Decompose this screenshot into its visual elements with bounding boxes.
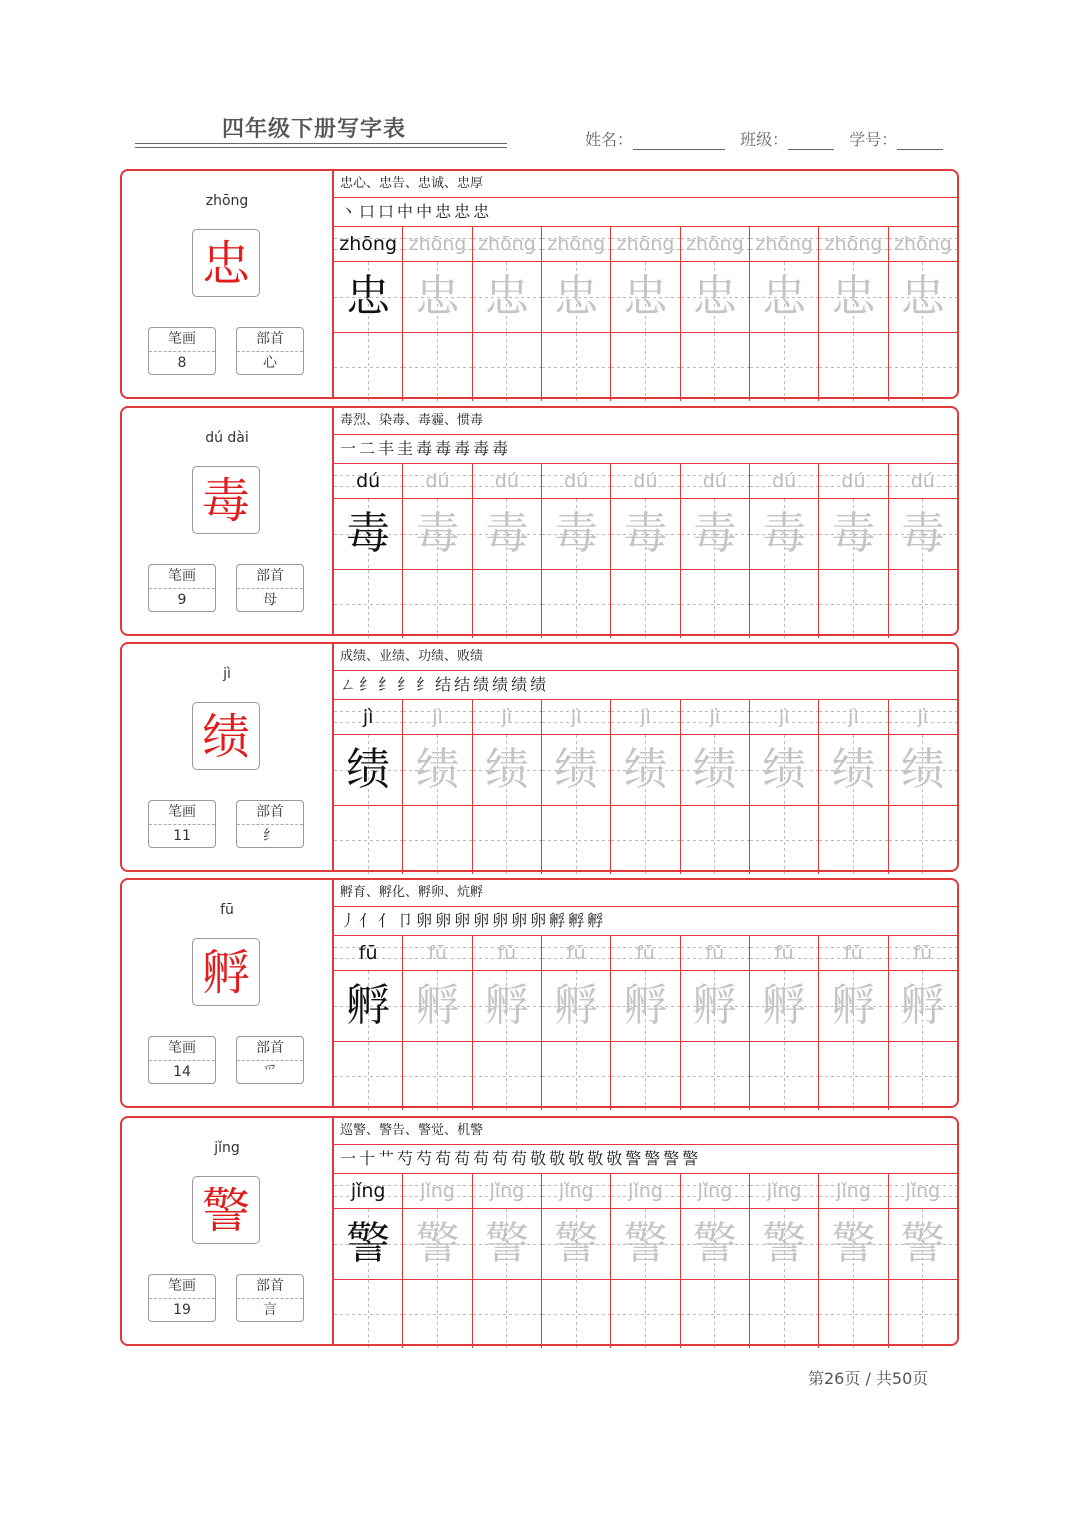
stroke-step: 卵	[416, 911, 433, 930]
character-pinyin: zhōng	[205, 193, 249, 209]
blank-row	[334, 570, 957, 638]
pinyin-trace: jǐng	[611, 1174, 680, 1208]
id-label: 学号：	[849, 130, 898, 149]
pinyin-row	[334, 1174, 957, 1209]
stroke-count-box	[148, 800, 216, 848]
practice-cell[interactable]	[750, 570, 819, 638]
pinyin-trace: fū	[681, 936, 750, 970]
practice-cell[interactable]	[681, 806, 750, 874]
stroke-step: 芍	[397, 1149, 414, 1168]
stroke-step: 敬	[606, 1149, 623, 1168]
char-model: 孵	[334, 971, 403, 1041]
char-trace[interactable]: 毒	[681, 499, 750, 569]
pinyin-trace: jì	[889, 700, 957, 734]
stroke-count-label: 笔画	[149, 1037, 215, 1061]
pinyin-model: fū	[334, 936, 403, 970]
pinyin-trace: dú	[403, 464, 472, 498]
practice-area	[334, 408, 957, 634]
radical-label: 部首	[237, 1037, 303, 1061]
practice-cell[interactable]	[750, 1042, 819, 1110]
practice-cell[interactable]	[681, 333, 750, 401]
stroke-step: 绩	[530, 675, 547, 694]
pinyin-trace: fū	[819, 936, 888, 970]
practice-cell[interactable]	[681, 1280, 750, 1348]
stroke-order	[334, 907, 957, 936]
stroke-count-label: 笔画	[149, 801, 215, 825]
practice-cell[interactable]	[611, 1280, 680, 1348]
practice-area	[334, 1118, 957, 1344]
practice-cell[interactable]	[889, 570, 957, 638]
practice-cell[interactable]	[681, 570, 750, 638]
pinyin-trace: jǐng	[542, 1174, 611, 1208]
pinyin-trace: jǐng	[889, 1174, 957, 1208]
class-label: 班级：	[740, 130, 789, 149]
pinyin-trace: fū	[403, 936, 472, 970]
char-trace[interactable]: 孵	[403, 971, 472, 1041]
pinyin-trace: fū	[889, 936, 957, 970]
radical-box	[236, 564, 304, 612]
char-trace[interactable]: 绩	[889, 735, 957, 805]
character-info	[122, 880, 334, 1106]
trace-row	[334, 735, 957, 806]
trace-row	[334, 1209, 957, 1280]
radical-label: 部首	[237, 328, 303, 352]
radical-label: 部首	[237, 1275, 303, 1299]
practice-cell[interactable]	[750, 806, 819, 874]
page-number: 第26页 / 共50页	[808, 1369, 929, 1388]
pinyin-trace: jì	[819, 700, 888, 734]
stroke-order	[334, 1145, 957, 1174]
pinyin-trace: jǐng	[473, 1174, 542, 1208]
radical: 纟	[263, 828, 277, 844]
radical-label: 部首	[237, 565, 303, 589]
stroke-step: 一	[340, 439, 357, 458]
stroke-step: 十	[359, 1149, 376, 1168]
radical-box	[236, 327, 304, 375]
stroke-step: 口	[359, 202, 376, 221]
practice-cell[interactable]	[334, 1280, 403, 1348]
stroke-step: 纟	[378, 675, 395, 694]
radical: 爫	[263, 1064, 277, 1080]
pinyin-trace: jǐng	[403, 1174, 472, 1208]
stroke-step: 亻	[359, 911, 376, 930]
stroke-step: 敬	[568, 1149, 585, 1168]
practice-cell[interactable]	[889, 1280, 957, 1348]
stroke-step: 芍	[416, 1149, 433, 1168]
practice-cell[interactable]	[750, 333, 819, 401]
char-trace[interactable]: 孵	[750, 971, 819, 1041]
character-pinyin: dú dài	[205, 430, 249, 446]
stroke-step: 忠	[473, 202, 490, 221]
trace-row	[334, 262, 957, 333]
stroke-step: 亻	[378, 911, 395, 930]
stroke-step: 丿	[340, 911, 357, 930]
char-trace[interactable]: 忠	[750, 262, 819, 332]
character-display: 毒	[192, 466, 260, 534]
char-trace[interactable]: 警	[889, 1209, 957, 1279]
pinyin-trace: jǐng	[681, 1174, 750, 1208]
pinyin-trace: dú	[681, 464, 750, 498]
practice-cell[interactable]	[750, 1280, 819, 1348]
character-display: 忠	[192, 229, 260, 297]
practice-cell[interactable]	[542, 1042, 611, 1110]
practice-cell[interactable]	[611, 1042, 680, 1110]
char-trace[interactable]: 孵	[542, 971, 611, 1041]
char-trace[interactable]: 毒	[819, 499, 888, 569]
char-trace[interactable]: 毒	[542, 499, 611, 569]
practice-cell[interactable]	[334, 1042, 403, 1110]
char-model: 忠	[334, 262, 403, 332]
stroke-step: 苟	[511, 1149, 528, 1168]
char-trace[interactable]: 孵	[611, 971, 680, 1041]
practice-cell[interactable]	[681, 1042, 750, 1110]
radical: 母	[263, 592, 277, 608]
stroke-step: 孵	[587, 911, 604, 930]
char-trace[interactable]: 绩	[819, 735, 888, 805]
character-info	[122, 644, 334, 870]
char-trace[interactable]: 孵	[819, 971, 888, 1041]
pinyin-trace: jì	[681, 700, 750, 734]
stroke-step: 毒	[435, 439, 452, 458]
stroke-step: 中	[416, 202, 433, 221]
pinyin-trace: jì	[473, 700, 542, 734]
practice-cell[interactable]	[334, 333, 403, 401]
pinyin-trace: jì	[542, 700, 611, 734]
char-model: 警	[334, 1209, 403, 1279]
practice-cell[interactable]	[889, 1042, 957, 1110]
stroke-step: 毒	[416, 439, 433, 458]
practice-cell[interactable]	[542, 570, 611, 638]
stroke-order	[334, 198, 957, 227]
practice-area	[334, 644, 957, 870]
stroke-step: 二	[359, 439, 376, 458]
stroke-step: 绩	[492, 675, 509, 694]
practice-cell[interactable]	[334, 570, 403, 638]
char-trace[interactable]: 忠	[819, 262, 888, 332]
stroke-step: 警	[644, 1149, 661, 1168]
stroke-step: 孵	[568, 911, 585, 930]
stroke-step: 孵	[549, 911, 566, 930]
pinyin-trace: fū	[750, 936, 819, 970]
practice-cell[interactable]	[403, 806, 472, 874]
radical: 心	[263, 355, 277, 371]
stroke-step: 毒	[454, 439, 471, 458]
practice-cell[interactable]	[819, 1280, 888, 1348]
stroke-step: 结	[435, 675, 452, 694]
practice-cell[interactable]	[611, 333, 680, 401]
stroke-step: 结	[454, 675, 471, 694]
stroke-count-box	[148, 1036, 216, 1084]
pinyin-trace: zhōng	[681, 227, 750, 261]
char-trace[interactable]: 忠	[542, 262, 611, 332]
practice-cell[interactable]	[334, 806, 403, 874]
pinyin-trace: dú	[611, 464, 680, 498]
pinyin-model: jǐng	[334, 1174, 403, 1208]
name-field[interactable]	[633, 133, 725, 150]
char-trace[interactable]: 忠	[611, 262, 680, 332]
example-words: 毒烈、染毒、毒霾、惯毒	[334, 408, 957, 435]
char-trace[interactable]: 毒	[403, 499, 472, 569]
character-pinyin: jì	[223, 666, 231, 682]
stroke-step: 毒	[492, 439, 509, 458]
stroke-step: 警	[663, 1149, 680, 1168]
char-trace[interactable]: 绩	[542, 735, 611, 805]
practice-cell[interactable]	[473, 1042, 542, 1110]
char-trace[interactable]: 毒	[889, 499, 957, 569]
example-words: 成绩、业绩、功绩、败绩	[334, 644, 957, 671]
blank-row	[334, 806, 957, 874]
stroke-count-box	[148, 564, 216, 612]
pinyin-trace: zhōng	[889, 227, 957, 261]
trace-row	[334, 971, 957, 1042]
char-trace[interactable]: 绩	[473, 735, 542, 805]
stroke-step: 口	[378, 202, 395, 221]
blank-row	[334, 1280, 957, 1348]
char-trace[interactable]: 警	[403, 1209, 472, 1279]
stroke-step: 绩	[473, 675, 490, 694]
stroke-step: 绩	[511, 675, 528, 694]
char-trace[interactable]: 毒	[473, 499, 542, 569]
stroke-step: 卵	[454, 911, 471, 930]
stroke-step: 圭	[397, 439, 414, 458]
practice-cell[interactable]	[611, 806, 680, 874]
character-info	[122, 171, 334, 397]
stroke-step: 纟	[416, 675, 433, 694]
stroke-count: 8	[177, 355, 187, 371]
stroke-step: 苟	[435, 1149, 452, 1168]
pinyin-model: zhōng	[334, 227, 403, 261]
pinyin-trace: dú	[889, 464, 957, 498]
example-words: 孵育、孵化、孵卵、炕孵	[334, 880, 957, 907]
practice-cell[interactable]	[473, 333, 542, 401]
title-underline-2	[135, 147, 507, 148]
stroke-count-label: 笔画	[149, 1275, 215, 1299]
char-model: 毒	[334, 499, 403, 569]
stroke-count-label: 笔画	[149, 328, 215, 352]
stroke-step: 纟	[397, 675, 414, 694]
stroke-step: 卵	[530, 911, 547, 930]
stroke-count: 14	[173, 1064, 191, 1080]
pinyin-model: dú	[334, 464, 403, 498]
character-pinyin: jǐng	[214, 1140, 240, 1156]
practice-cell[interactable]	[542, 806, 611, 874]
char-model: 绩	[334, 735, 403, 805]
char-trace[interactable]: 警	[681, 1209, 750, 1279]
practice-cell[interactable]	[889, 333, 957, 401]
char-trace[interactable]: 绩	[681, 735, 750, 805]
stroke-step: 苟	[473, 1149, 490, 1168]
practice-cell[interactable]	[473, 1280, 542, 1348]
pinyin-trace: dú	[750, 464, 819, 498]
stroke-step: 中	[397, 202, 414, 221]
char-trace[interactable]: 毒	[611, 499, 680, 569]
char-trace[interactable]: 绩	[403, 735, 472, 805]
stroke-step: 艹	[378, 1149, 395, 1168]
char-trace[interactable]: 忠	[889, 262, 957, 332]
pinyin-trace: zhōng	[473, 227, 542, 261]
practice-cell[interactable]	[403, 1280, 472, 1348]
stroke-step: 丰	[378, 439, 395, 458]
character-block	[120, 169, 959, 399]
stroke-step: 卵	[492, 911, 509, 930]
pinyin-row	[334, 936, 957, 971]
stroke-step: ㄥ	[340, 675, 357, 694]
page-title: 四年级下册写字表	[222, 117, 407, 142]
stroke-step: 敬	[530, 1149, 547, 1168]
character-display: 绩	[192, 702, 260, 770]
stroke-count: 11	[173, 828, 191, 844]
stroke-order	[334, 671, 957, 700]
pinyin-trace: jì	[611, 700, 680, 734]
character-block	[120, 1116, 959, 1346]
stroke-step: 忠	[435, 202, 452, 221]
stroke-count-box	[148, 1274, 216, 1322]
stroke-step: 一	[340, 1149, 357, 1168]
character-block	[120, 878, 959, 1108]
stroke-step: 敬	[549, 1149, 566, 1168]
char-trace[interactable]: 警	[819, 1209, 888, 1279]
stroke-step: 卩	[397, 911, 414, 930]
practice-cell[interactable]	[542, 333, 611, 401]
char-trace[interactable]: 忠	[403, 262, 472, 332]
class-field[interactable]	[788, 133, 834, 150]
stroke-step: 丶	[340, 202, 357, 221]
pinyin-trace: zhōng	[542, 227, 611, 261]
char-trace[interactable]: 孵	[889, 971, 957, 1041]
practice-cell[interactable]	[819, 1042, 888, 1110]
char-trace[interactable]: 绩	[611, 735, 680, 805]
example-words: 忠心、忠告、忠诚、忠厚	[334, 171, 957, 198]
stroke-step: 警	[625, 1149, 642, 1168]
title-underline	[135, 143, 507, 144]
stroke-step: 纟	[359, 675, 376, 694]
practice-cell[interactable]	[819, 570, 888, 638]
pinyin-trace: zhōng	[611, 227, 680, 261]
character-display: 警	[192, 1176, 260, 1244]
character-info	[122, 408, 334, 634]
pinyin-row	[334, 464, 957, 499]
char-trace[interactable]: 孵	[681, 971, 750, 1041]
stroke-count: 9	[177, 592, 187, 608]
name-label: 姓名：	[585, 130, 634, 149]
stroke-step: 敬	[587, 1149, 604, 1168]
radical-label: 部首	[237, 801, 303, 825]
pinyin-trace: jì	[403, 700, 472, 734]
pinyin-trace: fū	[611, 936, 680, 970]
stroke-step: 苟	[492, 1149, 509, 1168]
pinyin-trace: fū	[542, 936, 611, 970]
stroke-step: 卵	[435, 911, 452, 930]
practice-cell[interactable]	[403, 570, 472, 638]
char-trace[interactable]: 绩	[750, 735, 819, 805]
practice-cell[interactable]	[403, 1042, 472, 1110]
practice-cell[interactable]	[403, 333, 472, 401]
stroke-order	[334, 435, 957, 464]
stroke-step: 警	[682, 1149, 699, 1168]
radical: 言	[263, 1302, 277, 1318]
practice-area	[334, 880, 957, 1106]
pinyin-trace: dú	[542, 464, 611, 498]
char-trace[interactable]: 警	[611, 1209, 680, 1279]
pinyin-model: jì	[334, 700, 403, 734]
practice-cell[interactable]	[473, 570, 542, 638]
practice-cell[interactable]	[889, 806, 957, 874]
blank-row	[334, 1042, 957, 1110]
pinyin-row	[334, 700, 957, 735]
character-block	[120, 642, 959, 872]
char-trace[interactable]: 毒	[750, 499, 819, 569]
stroke-step: 毒	[473, 439, 490, 458]
practice-cell[interactable]	[473, 806, 542, 874]
stroke-step: 卵	[473, 911, 490, 930]
pinyin-trace: dú	[473, 464, 542, 498]
character-pinyin: fū	[220, 902, 234, 918]
pinyin-trace: zhōng	[750, 227, 819, 261]
radical-box	[236, 1274, 304, 1322]
character-info	[122, 1118, 334, 1344]
pinyin-trace: dú	[819, 464, 888, 498]
practice-cell[interactable]	[819, 333, 888, 401]
practice-cell[interactable]	[542, 1280, 611, 1348]
id-field[interactable]	[897, 133, 943, 150]
example-words: 巡警、警告、警觉、机警	[334, 1118, 957, 1145]
char-trace[interactable]: 警	[542, 1209, 611, 1279]
practice-cell[interactable]	[611, 570, 680, 638]
char-trace[interactable]: 忠	[681, 262, 750, 332]
char-trace[interactable]: 警	[473, 1209, 542, 1279]
practice-area	[334, 171, 957, 397]
char-trace[interactable]: 孵	[473, 971, 542, 1041]
pinyin-trace: jǐng	[750, 1174, 819, 1208]
char-trace[interactable]: 警	[750, 1209, 819, 1279]
blank-row	[334, 333, 957, 401]
pinyin-row	[334, 227, 957, 262]
character-display: 孵	[192, 938, 260, 1006]
stroke-step: 忠	[454, 202, 471, 221]
pinyin-trace: jǐng	[819, 1174, 888, 1208]
pinyin-trace: zhōng	[819, 227, 888, 261]
character-block	[120, 406, 959, 636]
pinyin-trace: jì	[750, 700, 819, 734]
stroke-step: 苟	[454, 1149, 471, 1168]
stroke-count: 19	[173, 1302, 191, 1318]
practice-cell[interactable]	[819, 806, 888, 874]
stroke-step: 卵	[511, 911, 528, 930]
radical-box	[236, 800, 304, 848]
trace-row	[334, 499, 957, 570]
char-trace[interactable]: 忠	[473, 262, 542, 332]
pinyin-trace: zhōng	[403, 227, 472, 261]
stroke-count-box	[148, 327, 216, 375]
stroke-count-label: 笔画	[149, 565, 215, 589]
pinyin-trace: fū	[473, 936, 542, 970]
student-fields	[585, 127, 953, 150]
radical-box	[236, 1036, 304, 1084]
